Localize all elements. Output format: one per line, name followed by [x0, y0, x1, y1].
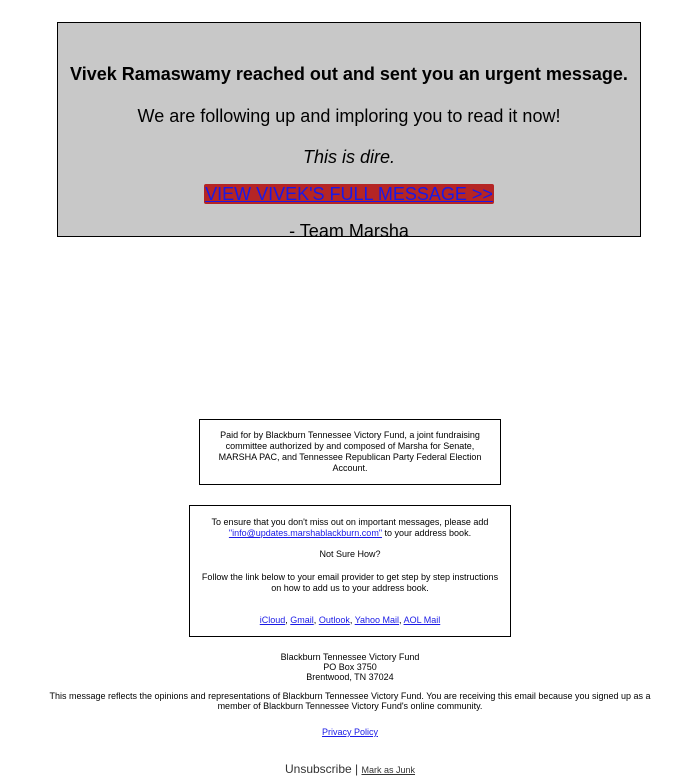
intro-after: to your address book. — [382, 528, 472, 538]
address-book-intro — [198, 517, 502, 539]
yahoo-mail-link[interactable]: Yahoo Mail — [354, 615, 400, 625]
icloud-link[interactable]: iCloud — [259, 615, 286, 625]
headline: Vivek Ramaswamy reached out and sent you an urgent message. — [70, 64, 628, 84]
city-state: Brentwood, TN 37024 — [306, 672, 394, 682]
email-address-link[interactable]: "info@updates.marshablackburn.com" — [228, 528, 383, 538]
org-name: Blackburn Tennessee Victory Fund — [280, 652, 420, 662]
mailing-address — [0, 652, 700, 682]
gmail-link[interactable]: Gmail — [290, 615, 314, 625]
provider-links — [198, 615, 502, 626]
membership-disclaimer: This message reflects the opinions and representations of Blackburn Tennessee Victory Fund. You are receiving this email because you signed up as a member of Blackburn Tennessee Victory Fund's online community. — [49, 691, 651, 711]
view-full-message-button[interactable]: VIEW VIVEK'S FULL MESSAGE >> — [205, 184, 493, 204]
po-box: PO Box 3750 — [323, 662, 377, 672]
unsubscribe-link[interactable]: Unsubscribe — [284, 762, 352, 776]
privacy-policy-link[interactable]: Privacy Policy — [321, 727, 378, 737]
provider-separator: , — [399, 615, 404, 625]
address-book-instructions: Follow the link below to your email provider to get step by step instructions on how to add us to your address book. — [201, 572, 499, 593]
privacy-row — [0, 727, 700, 737]
outlook-link[interactable]: Outlook — [318, 615, 350, 625]
intro-before: To ensure that you don't miss out on important messages, please add — [211, 517, 489, 527]
provider-separator: , — [349, 615, 355, 625]
paid-for-box — [199, 419, 501, 485]
subline: We are following up and imploring you to read it now! — [137, 106, 561, 126]
provider-separator: , — [313, 615, 319, 625]
urgent-message-box — [57, 22, 641, 241]
mark-as-junk-link[interactable]: Mark as Junk — [361, 765, 416, 775]
signature: - Team Marsha — [289, 221, 409, 241]
paid-for-text: Paid for by Blackburn Tennessee Victory Fund, a joint fundraising committee authorized by and composed of Marsha for Senate, MARSHA PAC, and Tennessee Republican Party Federal Election Account. — [218, 430, 482, 473]
address-book-box — [189, 505, 511, 637]
dire-text: This is dire. — [302, 147, 396, 167]
aol-mail-link[interactable]: AOL Mail — [403, 615, 441, 625]
not-sure-heading: Not Sure How? — [319, 549, 381, 559]
unsubscribe-row — [0, 762, 700, 777]
provider-separator: , — [285, 615, 291, 625]
unsubscribe-divider: | — [351, 762, 362, 776]
cta-wrap — [58, 184, 640, 206]
